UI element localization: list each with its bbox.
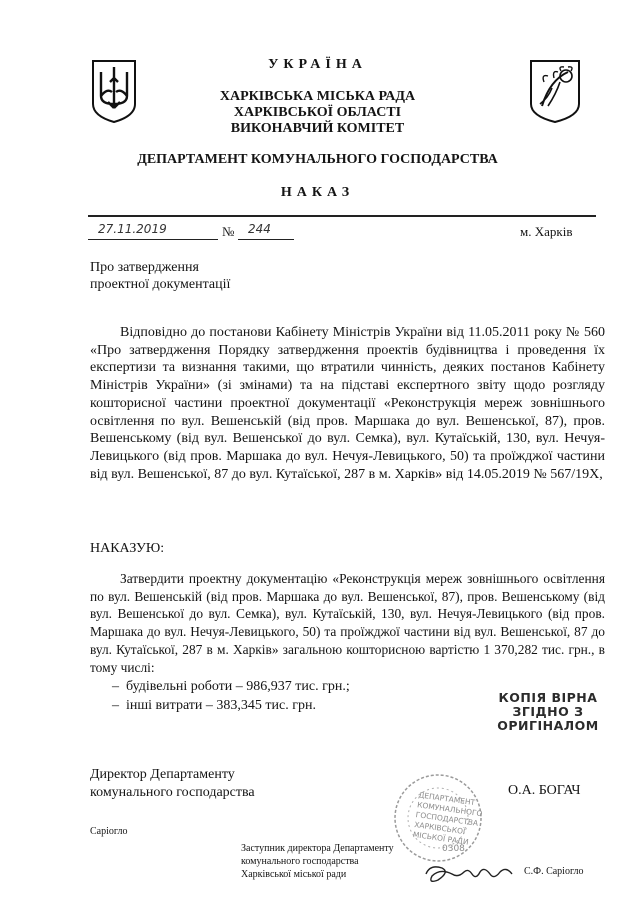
deputy-line-2: комунального господарства <box>241 856 359 867</box>
header-divider <box>88 215 596 217</box>
council-line-3: ВИКОНАВЧИЙ КОМІТЕТ <box>230 121 405 136</box>
signature-title <box>90 766 255 802</box>
subject-line-2: проектної документації <box>90 277 231 292</box>
subject-line-1: Про затвердження <box>90 260 199 275</box>
copy-stamp-line-3: ОРИГІНАЛОМ <box>497 718 599 733</box>
deputy-line-3: Харківської міської ради <box>241 869 347 880</box>
round-stamp-code: 0308 <box>442 844 465 854</box>
number-value: 244 <box>248 222 271 236</box>
round-stamp-text: ДЕПАРТАМЕНТ КОМУНАЛЬНОГО ГОСПОДАРСТВА ХАРКІВСЬКОЇ МІСЬКОЇ РАДИ <box>412 790 484 847</box>
copy-stamp-line-2: ЗГІДНО З <box>512 704 584 719</box>
order-paragraph: Затвердити проектну документацію «Реконструкція мереж зовнішнього освітлення по вул. Вешенській (від пров. Маршака до вул. Вешенської, 87), пров. Вешенському (від вул. Вешенської до вул. Семка), вул. Кутаїській, 130, вул. Нечуя-Левицького (від пров. Маршака до вул. Нечуя-Левицького, 50) та проїжджої частини від вул. Вешенської, 87 до вул. Кутаїської, 287 в м. Харків» загальною кошторисною вартістю 1 370,282 тис. грн., в тому числі: <box>90 571 605 675</box>
number-label: № <box>222 224 235 239</box>
signatory-name: О.А. БОГАЧ <box>508 783 581 798</box>
date-value: 27.11.2019 <box>98 222 167 236</box>
number-field <box>238 224 294 240</box>
order-word: НАКАЗУЮ: <box>90 541 165 556</box>
deputy-name: С.Ф. Саріогло <box>524 866 584 877</box>
country-name: УКРАЇНА <box>268 57 367 72</box>
city-label: м. Харків <box>520 224 573 239</box>
round-seal-stamp <box>392 772 484 864</box>
copy-certified-stamp <box>492 691 604 733</box>
list-item: – інші витрати – 383,345 тис. грн. <box>112 698 316 713</box>
signature-title-line-1: Директор Департаменту <box>90 767 235 782</box>
deputy-line-1: Заступник директора Департаменту <box>241 843 394 854</box>
author-name: Саріогло <box>90 826 128 837</box>
department-title: ДЕПАРТАМЕНТ КОМУНАЛЬНОГО ГОСПОДАРСТВА <box>137 152 498 167</box>
handwritten-signature-icon <box>420 858 520 888</box>
deputy-approval <box>241 842 394 881</box>
subject <box>90 259 230 293</box>
cost-list <box>112 677 350 715</box>
signature-title-line-2: комунального господарства <box>90 785 255 800</box>
council-line-2: ХАРКІВСЬКОЇ ОБЛАСТІ <box>233 105 402 120</box>
preamble-paragraph: Відповідно до постанови Кабінету Міністрів України від 11.05.2011 року № 560 «Про затвердження Порядку затвердження проектів будівництва і проведення їх експертизи та визнання такими, що втратили чинність, деяких постанов Кабінету Міністрів України» (зі змінами) та на підставі експертного звіту щодо розгляду кошторисної частини проектної документації «Реконструкція мереж зовнішнього освітлення по вул. Вешенській (від пров. Маршака до вул. Вешенської, 87), пров. Вешенському (від вул. Вешенської до вул. Семка), вул. Кутаїській, 130, вул. Нечуя-Левицького (від пров. Маршака до вул. Нечуя-Левицького, 50) та проїжджої частини від вул. Вешенської, 87 до вул. Кутаїської, 287 в м. Харків» від 14.05.2019 № 567/19Х, <box>90 325 605 482</box>
copy-stamp-line-1: КОПІЯ ВІРНА <box>498 690 598 705</box>
council-line-1: ХАРКІВСЬКА МІСЬКА РАДА <box>219 89 416 104</box>
document-type: НАКАЗ <box>280 185 355 200</box>
list-item: – будівельні роботи – 986,937 тис. грн.; <box>112 679 350 694</box>
date-field <box>88 224 218 240</box>
